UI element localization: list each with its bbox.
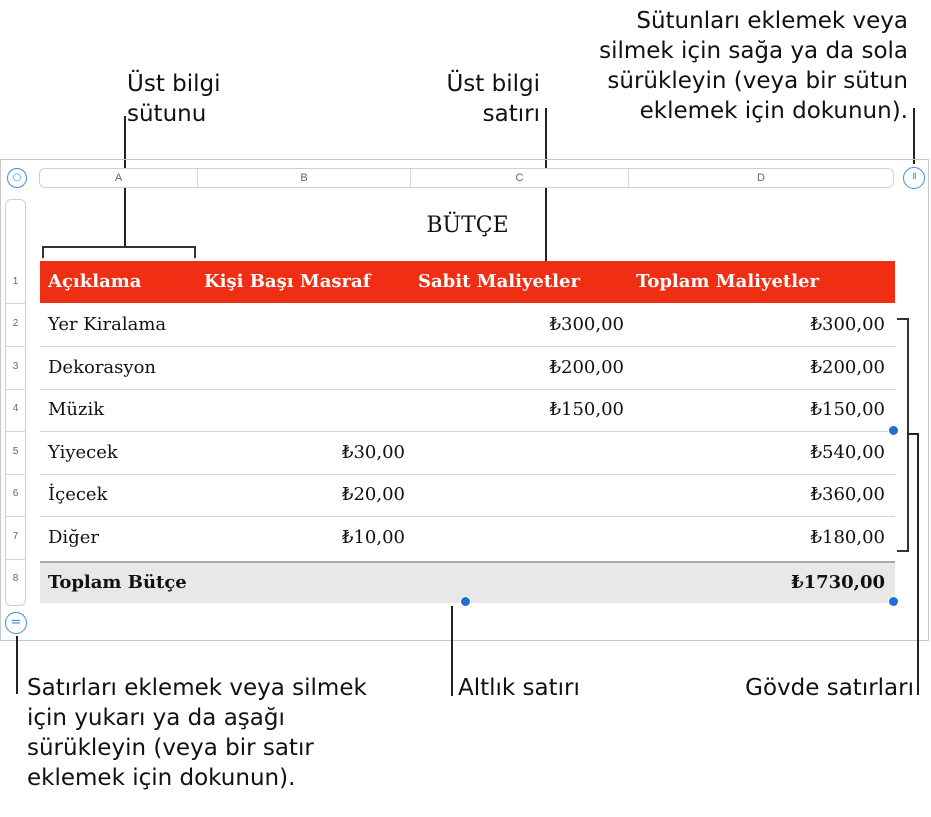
cell-description[interactable]: Yiyecek bbox=[48, 442, 118, 463]
row-number-2[interactable]: 2 bbox=[12, 318, 19, 329]
column-letter-b[interactable]: B bbox=[300, 172, 308, 184]
callout-header-column-line1: Üst bilgi bbox=[127, 71, 221, 97]
cell-total-cost[interactable]: ₺180,00 bbox=[810, 527, 885, 548]
table-select-handle[interactable] bbox=[7, 168, 27, 188]
cell-per-person[interactable]: ₺20,00 bbox=[342, 484, 405, 505]
row-divider bbox=[6, 303, 25, 304]
callout-footer-row: Altlık satırı bbox=[458, 675, 580, 701]
column-letter-c[interactable]: C bbox=[515, 172, 524, 184]
callout-columns-hint-line2: silmek için sağa ya da sola bbox=[599, 38, 908, 64]
row-divider bbox=[6, 474, 25, 475]
table-header-row[interactable] bbox=[40, 261, 895, 303]
cell-total-cost[interactable]: ₺540,00 bbox=[810, 442, 885, 463]
row-number-5[interactable]: 5 bbox=[12, 446, 19, 457]
column-resize-handle[interactable] bbox=[903, 167, 925, 189]
circle-icon: ○ bbox=[12, 172, 22, 183]
header-cell-total-cost[interactable]: Toplam Maliyetler bbox=[636, 271, 819, 292]
cell-total-cost[interactable]: ₺360,00 bbox=[810, 484, 885, 505]
callout-rows-hint bbox=[27, 673, 367, 793]
selection-handle-corner[interactable] bbox=[888, 596, 899, 607]
callout-header-row-line2: satırı bbox=[482, 101, 540, 127]
leader-body-rows-v bbox=[917, 433, 919, 695]
cell-description[interactable]: Müzik bbox=[48, 399, 105, 420]
header-cell-description[interactable]: Açıklama bbox=[48, 271, 142, 292]
row-number-1[interactable]: 1 bbox=[12, 276, 19, 287]
column-letter-d[interactable]: D bbox=[757, 172, 765, 184]
leader-footer-row bbox=[451, 606, 453, 696]
cell-per-person[interactable]: ₺30,00 bbox=[342, 442, 405, 463]
cell-description[interactable]: Dekorasyon bbox=[48, 357, 156, 378]
cell-description[interactable]: Yer Kiralama bbox=[48, 314, 167, 335]
callout-header-column-line2: sütunu bbox=[127, 101, 207, 127]
callout-header-row-line1: Üst bilgi bbox=[446, 71, 540, 97]
leader-rows-hint bbox=[16, 636, 18, 694]
equals-icon: = bbox=[10, 615, 22, 630]
row-divider bbox=[6, 389, 25, 390]
cell-total-cost[interactable]: ₺200,00 bbox=[810, 357, 885, 378]
callout-rows-hint-line2: için yukarı ya da aşağı bbox=[27, 705, 285, 731]
cell-per-person[interactable]: ₺10,00 bbox=[342, 527, 405, 548]
bracket-body-rows bbox=[897, 318, 909, 552]
table-row[interactable] bbox=[40, 389, 895, 431]
cell-fixed-cost[interactable]: ₺300,00 bbox=[549, 314, 624, 335]
cell-description[interactable]: İçecek bbox=[48, 484, 108, 505]
row-divider bbox=[6, 516, 25, 517]
cell-description[interactable]: Diğer bbox=[48, 527, 99, 548]
pause-icon: II bbox=[912, 172, 916, 182]
table-row[interactable] bbox=[40, 347, 895, 389]
table-row[interactable] bbox=[40, 474, 895, 516]
column-header-bar[interactable] bbox=[39, 168, 894, 188]
row-divider bbox=[6, 559, 25, 560]
row-number-7[interactable]: 7 bbox=[12, 531, 19, 542]
table-row[interactable] bbox=[40, 432, 895, 474]
leader-columns-hint bbox=[913, 108, 915, 164]
row-number-3[interactable]: 3 bbox=[12, 361, 19, 372]
row-divider bbox=[6, 431, 25, 432]
header-cell-per-person[interactable]: Kişi Başı Masraf bbox=[204, 271, 371, 292]
row-divider bbox=[6, 346, 25, 347]
cell-fixed-cost[interactable]: ₺150,00 bbox=[549, 399, 624, 420]
callout-header-column bbox=[127, 69, 221, 129]
callout-body-rows: Gövde satırları bbox=[745, 675, 914, 701]
footer-cell-total[interactable]: ₺1730,00 bbox=[791, 572, 885, 593]
row-number-8[interactable]: 8 bbox=[12, 573, 19, 584]
row-header-bar[interactable] bbox=[5, 199, 26, 606]
row-resize-handle[interactable] bbox=[5, 612, 27, 634]
callout-columns-hint bbox=[540, 6, 908, 126]
table-title[interactable]: BÜTÇE bbox=[426, 213, 509, 238]
header-cell-fixed-cost[interactable]: Sabit Maliyetler bbox=[418, 271, 580, 292]
callout-columns-hint-line4: eklemek için dokunun). bbox=[639, 98, 908, 124]
table-row[interactable] bbox=[40, 304, 895, 346]
table-row[interactable] bbox=[40, 517, 895, 559]
callout-rows-hint-line4: eklemek için dokunun). bbox=[27, 765, 296, 791]
footer-cell-label[interactable]: Toplam Bütçe bbox=[48, 572, 187, 593]
cell-total-cost[interactable]: ₺300,00 bbox=[810, 314, 885, 335]
selection-handle-bottom[interactable] bbox=[460, 596, 471, 607]
column-letter-a[interactable]: A bbox=[114, 172, 123, 184]
callout-header-row bbox=[395, 69, 540, 129]
cell-fixed-cost[interactable]: ₺200,00 bbox=[549, 357, 624, 378]
row-number-6[interactable]: 6 bbox=[12, 488, 19, 499]
callout-columns-hint-line3: sürükleyin (veya bir sütun bbox=[607, 68, 908, 94]
callout-columns-hint-line1: Sütunları eklemek veya bbox=[636, 8, 908, 34]
callout-rows-hint-line3: sürükleyin (veya bir satır bbox=[27, 735, 314, 761]
row-number-4[interactable]: 4 bbox=[12, 403, 19, 414]
callout-rows-hint-line1: Satırları eklemek veya silmek bbox=[27, 675, 367, 701]
cell-total-cost[interactable]: ₺150,00 bbox=[810, 399, 885, 420]
